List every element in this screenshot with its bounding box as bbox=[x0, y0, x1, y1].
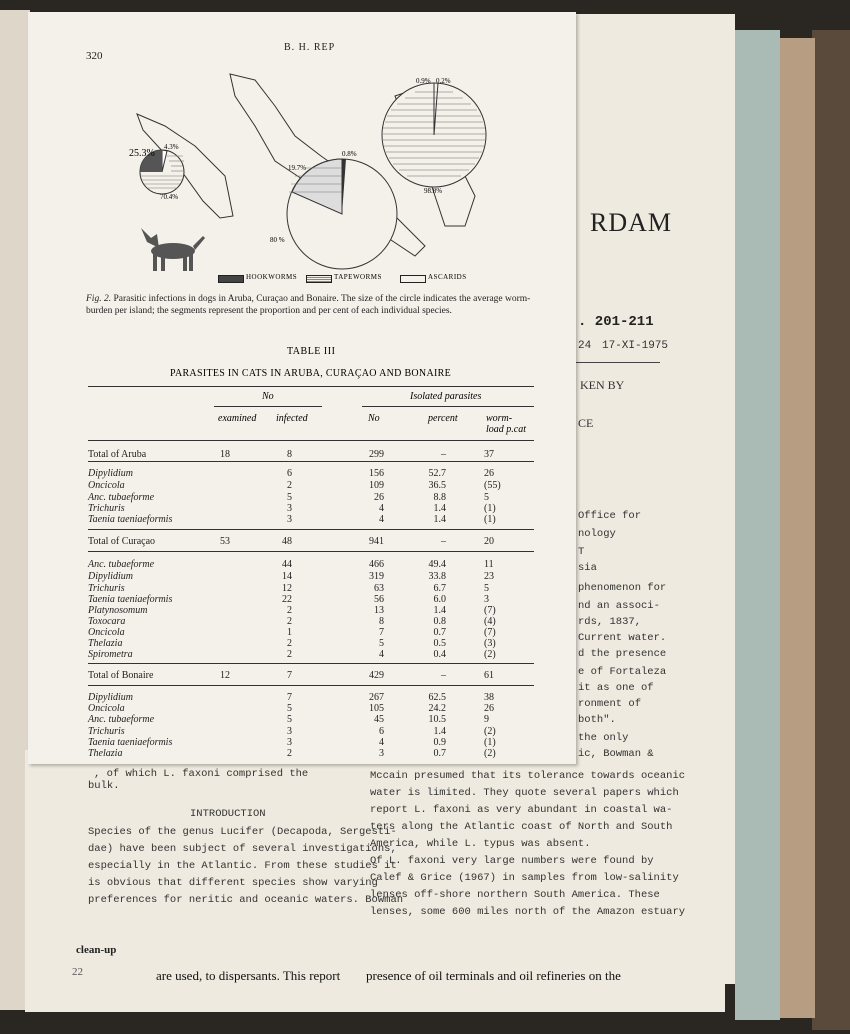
table-cell-load: (4) bbox=[484, 616, 496, 627]
back-page-ce: CE bbox=[578, 416, 594, 430]
table-cell-infected: 2 bbox=[287, 480, 292, 491]
table-cell-percent: 0.7 bbox=[433, 748, 446, 759]
back-page-right-line: sia bbox=[578, 562, 597, 574]
table-row-name: Taenia taeniaeformis bbox=[88, 514, 173, 525]
table-row-name: Taenia taeniaeformis bbox=[88, 594, 173, 605]
table-row-name: Thelazia bbox=[88, 638, 123, 649]
legend-swatch-tapeworms bbox=[306, 275, 332, 283]
table-cell-percent: – bbox=[441, 536, 446, 547]
pie-curacao bbox=[287, 159, 397, 269]
back-page-right-line: Current water. bbox=[578, 632, 667, 644]
table-cell-infected: 8 bbox=[287, 449, 292, 460]
table-row-name: Oncicola bbox=[88, 703, 125, 714]
table-row-name: Platynosomum bbox=[88, 605, 148, 616]
table-section-rule bbox=[88, 685, 534, 686]
table-section-rule bbox=[88, 663, 534, 664]
footer-clean-up: clean-up bbox=[76, 944, 117, 956]
table-top-rule bbox=[88, 386, 534, 387]
table-cell-no: 429 bbox=[369, 670, 384, 681]
table-section-rule bbox=[88, 551, 534, 552]
back-page-right-line: it as one of bbox=[578, 682, 654, 694]
running-head: B. H. REP bbox=[284, 42, 336, 53]
book-page-edge-brown bbox=[775, 38, 815, 1018]
table-cell-infected: 7 bbox=[287, 692, 292, 703]
table-group-rule-2 bbox=[362, 406, 534, 407]
table-cell-no: 7 bbox=[379, 627, 384, 638]
footer-page-number: 22 bbox=[72, 966, 83, 978]
table-cell-percent: 0.4 bbox=[433, 649, 446, 660]
table-cell-percent: 49.4 bbox=[428, 559, 446, 570]
back-page-right-col-line: report L. faxoni as very abundant in coastal wa- bbox=[370, 804, 673, 816]
table-cell-load: 26 bbox=[484, 703, 494, 714]
pie-bonaire bbox=[382, 83, 486, 187]
table-cell-no: 8 bbox=[379, 616, 384, 627]
back-page-right-col-line: lenses, some 600 miles north of the Amazon estuary bbox=[370, 906, 686, 918]
book-page-edge-green bbox=[735, 30, 780, 1020]
table-cell-infected: 2 bbox=[287, 605, 292, 616]
back-page-fragment-top: , of which L. faxoni comprised the bbox=[94, 768, 309, 780]
table-group-no: No bbox=[262, 391, 274, 402]
table-cell-load: (7) bbox=[484, 605, 496, 616]
table-cell-no: 4 bbox=[379, 649, 384, 660]
table-cell-examined: 18 bbox=[220, 449, 230, 460]
back-page-right-line: ronment of bbox=[578, 698, 642, 710]
table-row-name: Anc. tubaeforme bbox=[88, 714, 155, 725]
table-cell-percent: 33.8 bbox=[428, 571, 446, 582]
table-cell-load: (7) bbox=[484, 627, 496, 638]
table-cell-no: 13 bbox=[374, 605, 384, 616]
table-cell-percent: 0.8 bbox=[433, 616, 446, 627]
pie-label-curacao-2: 0.8% bbox=[342, 150, 357, 158]
table-cell-load: 5 bbox=[484, 583, 489, 594]
back-page-header-fragment: RDAM bbox=[590, 208, 673, 237]
col-percent: percent bbox=[428, 413, 458, 424]
table-section-rule bbox=[88, 461, 534, 462]
pie-label-curacao-1: 19.7% bbox=[288, 164, 307, 172]
back-page-intro-line: preferences for neritic and oceanic waters. Bowman bbox=[88, 894, 404, 906]
table-cell-infected: 3 bbox=[287, 726, 292, 737]
pie-label-bonaire-3: 98.8% bbox=[424, 187, 443, 195]
table-cell-infected: 14 bbox=[282, 571, 292, 582]
back-page-intro-line: dae) have been subject of several investigations, bbox=[88, 843, 397, 855]
dog-silhouette bbox=[141, 228, 205, 271]
table-cell-infected: 5 bbox=[287, 703, 292, 714]
table-cell-no: 63 bbox=[374, 583, 384, 594]
table-cell-load: (2) bbox=[484, 748, 496, 759]
footer-right: presence of oil terminals and oil refineries on the bbox=[366, 968, 621, 983]
table-cell-load: (3) bbox=[484, 638, 496, 649]
pie-label-aruba-1: 25.3% bbox=[129, 148, 155, 159]
table-cell-percent: 8.8 bbox=[433, 492, 446, 503]
back-page-right-line: phenomenon for bbox=[578, 582, 667, 594]
table-cell-load: 5 bbox=[484, 492, 489, 503]
back-page-intro-heading: INTRODUCTION bbox=[190, 808, 266, 820]
table-cell-no: 4 bbox=[379, 514, 384, 525]
back-page-intro-line: Species of the genus Lucifer (Decapoda, Sergesti- bbox=[88, 826, 397, 838]
pie-label-aruba-2: 4.3% bbox=[164, 143, 179, 151]
table-row-name: Dipylidium bbox=[88, 571, 133, 582]
table-cell-no: 299 bbox=[369, 449, 384, 460]
table-cell-load: 26 bbox=[484, 468, 494, 479]
col-examined: examined bbox=[218, 413, 257, 424]
table-row-name: Anc. tubaeforme bbox=[88, 492, 155, 503]
table-cell-infected: 3 bbox=[287, 503, 292, 514]
table-cell-load: 20 bbox=[484, 536, 494, 547]
table-cell-infected: 48 bbox=[282, 536, 292, 547]
table-cell-percent: 24.2 bbox=[428, 703, 446, 714]
legend-tapeworms: TAPEWORMS bbox=[334, 273, 382, 281]
pie-label-aruba-3: 70.4% bbox=[160, 193, 179, 201]
table-row-name: Dipylidium bbox=[88, 468, 133, 479]
table-cell-load: 3 bbox=[484, 594, 489, 605]
table-row-name: Spirometra bbox=[88, 649, 133, 660]
table-cell-infected: 22 bbox=[282, 594, 292, 605]
table-cell-no: 109 bbox=[369, 480, 384, 491]
back-page-rule bbox=[576, 362, 660, 363]
table-row-name: Anc. tubaeforme bbox=[88, 559, 155, 570]
table-cell-no: 156 bbox=[369, 468, 384, 479]
table-cell-percent: 6.7 bbox=[433, 583, 446, 594]
table-cell-percent: 0.7 bbox=[433, 627, 446, 638]
back-page-right-line: nology bbox=[578, 528, 616, 540]
back-page-intro-line: is obvious that different species show varying bbox=[88, 877, 378, 889]
table-row-name: Taenia taeniaeformis bbox=[88, 737, 173, 748]
table-cell-infected: 3 bbox=[287, 514, 292, 525]
back-page-right-col-line: Mccain presumed that its tolerance towards oceanic bbox=[370, 770, 686, 782]
table-cell-percent: 36.5 bbox=[428, 480, 446, 491]
table-cell-no: 941 bbox=[369, 536, 384, 547]
table-cell-no: 319 bbox=[369, 571, 384, 582]
table-cell-infected: 5 bbox=[287, 492, 292, 503]
back-page-right-col-line: Calef & Grice (1967) in samples from low-salinity bbox=[370, 872, 679, 884]
table-cell-infected: 6 bbox=[287, 468, 292, 479]
back-page-bulk: bulk. bbox=[88, 780, 120, 792]
back-page-right-col-line: America, while L. typus was absent. bbox=[370, 838, 591, 850]
table-row-name: Oncicola bbox=[88, 627, 125, 638]
back-page-right-line: both". bbox=[578, 714, 616, 726]
table-header-rule bbox=[88, 440, 534, 441]
table-row-name: Dipylidium bbox=[88, 692, 133, 703]
table-cell-infected: 2 bbox=[287, 616, 292, 627]
table-row-name: Total of Aruba bbox=[88, 449, 147, 460]
table-cell-no: 26 bbox=[374, 492, 384, 503]
table-cell-infected: 3 bbox=[287, 737, 292, 748]
figure-island-map bbox=[125, 66, 505, 288]
legend-swatch-hookworms bbox=[218, 275, 244, 283]
table-cell-percent: 1.4 bbox=[433, 514, 446, 525]
table-cell-load: (1) bbox=[484, 514, 496, 525]
table-cell-infected: 2 bbox=[287, 649, 292, 660]
table-cell-percent: – bbox=[441, 449, 446, 460]
table-cell-percent: 10.5 bbox=[428, 714, 446, 725]
table-group-rule-1 bbox=[214, 406, 322, 407]
table-row-name: Total of Curaçao bbox=[88, 536, 156, 547]
table-cell-percent: 0.9 bbox=[433, 737, 446, 748]
figure-caption bbox=[86, 293, 534, 317]
back-page-intro-line: especially in the Atlantic. From these studies it bbox=[88, 860, 397, 872]
table-cell-no: 56 bbox=[374, 594, 384, 605]
table-cell-load: 37 bbox=[484, 449, 494, 460]
table-cell-infected: 2 bbox=[287, 748, 292, 759]
book-spine-edge bbox=[812, 30, 850, 1030]
table-cell-no: 3 bbox=[379, 748, 384, 759]
figure-caption-lead: Fig. 2. bbox=[86, 294, 112, 304]
table-cell-no: 466 bbox=[369, 559, 384, 570]
table-cell-infected: 12 bbox=[282, 583, 292, 594]
table-cell-no: 6 bbox=[379, 726, 384, 737]
col-load: load p.cat bbox=[486, 424, 526, 435]
back-page-ref-date: 17-XI-1975 bbox=[602, 340, 669, 352]
table-cell-load: 61 bbox=[484, 670, 494, 681]
table-cell-load: (55) bbox=[484, 480, 501, 491]
legend-ascarids: ASCARIDS bbox=[428, 273, 467, 281]
back-page-right-col-line: lenses off-shore northern South America. These bbox=[370, 889, 660, 901]
col-infected: infected bbox=[276, 413, 308, 424]
table-row-name: Trichuris bbox=[88, 583, 125, 594]
legend-hookworms: HOOKWORMS bbox=[246, 273, 298, 281]
table-cell-percent: 0.5 bbox=[433, 638, 446, 649]
table-label: TABLE III bbox=[287, 346, 336, 357]
table-row-name: Trichuris bbox=[88, 726, 125, 737]
table-cell-load: (1) bbox=[484, 737, 496, 748]
table-cell-examined: 12 bbox=[220, 670, 230, 681]
table-cell-no: 4 bbox=[379, 503, 384, 514]
back-page-right-col-line: Of L. faxoni very large numbers were found by bbox=[370, 855, 654, 867]
table-cell-load: 23 bbox=[484, 571, 494, 582]
back-page-right-col-line: ters along the Atlantic coast of North and South bbox=[370, 821, 673, 833]
back-page-right-col-line: water is limited. They quote several papers which bbox=[370, 787, 679, 799]
table-cell-infected: 5 bbox=[287, 714, 292, 725]
table-cell-no: 45 bbox=[374, 714, 384, 725]
table-row-name: Trichuris bbox=[88, 503, 125, 514]
footer-line: are used, to dispersants. This report bbox=[156, 968, 341, 983]
table-cell-load: (1) bbox=[484, 503, 496, 514]
table-cell-load: 38 bbox=[484, 692, 494, 703]
back-page-right-line: rds, 1837, bbox=[578, 616, 642, 628]
table-row-name: Thelazia bbox=[88, 748, 123, 759]
table-cell-no: 5 bbox=[379, 638, 384, 649]
table-cell-infected: 44 bbox=[282, 559, 292, 570]
table-cell-percent: 52.7 bbox=[428, 468, 446, 479]
table-cell-percent: 6.0 bbox=[433, 594, 446, 605]
table-cell-load: (2) bbox=[484, 726, 496, 737]
table-cell-percent: 62.5 bbox=[428, 692, 446, 703]
figure-caption-text: Parasitic infections in dogs in Aruba, Curaçao and Bonaire. The size of the circle indicates the average worm-burden per island; the segments represent the proportion and per cent of each individual species. bbox=[86, 294, 531, 316]
table-cell-load: (2) bbox=[484, 649, 496, 660]
table-cell-load: 11 bbox=[484, 559, 494, 570]
table-row-name: Oncicola bbox=[88, 480, 125, 491]
table-cell-no: 4 bbox=[379, 737, 384, 748]
table-title: PARASITES IN CATS IN ARUBA, CURAÇAO AND BONAIRE bbox=[170, 368, 451, 379]
table-cell-percent: 1.4 bbox=[433, 503, 446, 514]
table-group-isolated: Isolated parasites bbox=[410, 391, 482, 402]
back-page-right-line: e of Fortaleza bbox=[578, 666, 667, 678]
legend-swatch-ascarids bbox=[400, 275, 426, 283]
back-page-right-line: T bbox=[578, 546, 585, 558]
table-row-name: Total of Bonaire bbox=[88, 670, 154, 681]
back-page-right-line: d the presence bbox=[578, 648, 667, 660]
table-cell-no: 105 bbox=[369, 703, 384, 714]
table-cell-infected: 7 bbox=[287, 670, 292, 681]
col-no: No bbox=[368, 413, 380, 424]
back-page-ref-date-num: 24 bbox=[578, 340, 592, 352]
table-row-name: Toxocara bbox=[88, 616, 126, 627]
table-cell-load: 9 bbox=[484, 714, 489, 725]
table-cell-percent: 1.4 bbox=[433, 726, 446, 737]
table-cell-examined: 53 bbox=[220, 536, 230, 547]
table-cell-no: 267 bbox=[369, 692, 384, 703]
pie-label-bonaire-1: 0.9% bbox=[416, 77, 431, 85]
table-cell-infected: 2 bbox=[287, 638, 292, 649]
back-page-ken-by: KEN BY bbox=[580, 378, 625, 392]
table-cell-infected: 1 bbox=[287, 627, 292, 638]
back-page-right-line: nd an associ- bbox=[578, 600, 660, 612]
table-cell-percent: – bbox=[441, 670, 446, 681]
back-page-right-line: ic, Bowman & bbox=[578, 748, 654, 760]
back-page-ref-number: . 201-211 bbox=[578, 314, 654, 330]
table-cell-percent: 1.4 bbox=[433, 605, 446, 616]
pie-label-bonaire-2: 0.2% bbox=[436, 77, 451, 85]
back-page-right-line: the only bbox=[578, 732, 629, 744]
table-section-rule bbox=[88, 529, 534, 530]
col-worm: worm- bbox=[486, 413, 513, 424]
pie-label-curacao-3: 80 % bbox=[270, 236, 285, 244]
page-number: 320 bbox=[86, 50, 103, 62]
back-page-right-line: Office for bbox=[578, 510, 642, 522]
